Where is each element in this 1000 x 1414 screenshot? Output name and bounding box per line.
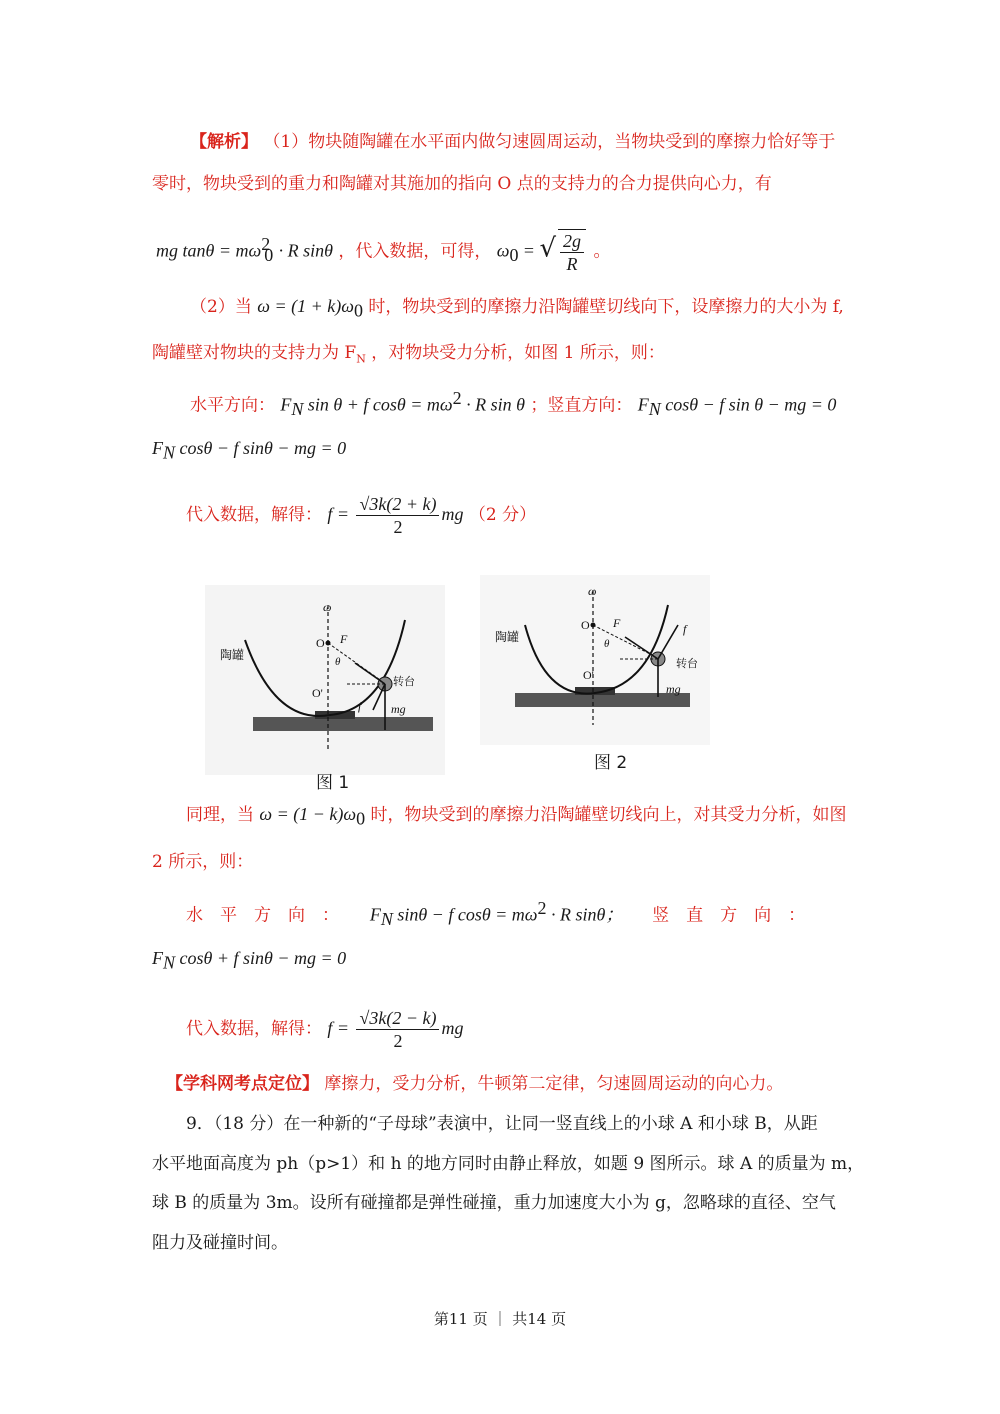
- vertical-equation-2: $F_N$ cosθ + f sinθ − mg = 0: [152, 948, 347, 973]
- figure-1-diagram: [205, 585, 445, 775]
- analysis-p2-line2: 陶罐壁对物块的支持力为 $F_N$ ，对物块受力分析，如图 1 所示，则：: [152, 343, 665, 366]
- svg-text:mg: mg: [666, 682, 681, 696]
- point-O: O: [316, 636, 325, 650]
- sqrt-fraction: $\frac{2g}{R}$: [558, 229, 586, 275]
- figure-2-caption: 图 2: [594, 753, 628, 773]
- key-points: 【学科网考点定位】 摩擦力，受力分析，牛顿第二定律，匀速圆周运动的向心力。: [166, 1074, 784, 1094]
- same-line-1: 同理，当 $\omega = (1 - k)\omega_0$ 时，物块受到的摩擦力沿陶罐壁切线向上，对其受力分析，如图: [186, 804, 847, 829]
- f-label: f: [358, 699, 362, 713]
- q9-line-1: 9．（18 分）在一种新的“子母球”表演中，让同一竖直线上的小球 A 和小球 B，从距: [186, 1114, 818, 1134]
- jar-label: 陶罐: [220, 648, 245, 662]
- svg-text:陶罐: 陶罐: [495, 630, 520, 644]
- figure-2-diagram: [480, 575, 710, 745]
- svg-text:f: f: [683, 622, 687, 636]
- svg-text:转台: 转台: [676, 657, 698, 670]
- svg-text:F: F: [613, 616, 621, 630]
- analysis-line-1: [190, 130, 835, 154]
- svg-text:O': O': [583, 668, 594, 682]
- q9-line-4: 阻力及碰撞时间。: [152, 1233, 288, 1253]
- fn-label: F: [340, 632, 348, 646]
- point-O-prime: O': [312, 686, 323, 700]
- page-footer: 第11 页 ｜ 共14 页: [433, 1310, 567, 1328]
- figure-1-caption: 图 1: [316, 773, 350, 793]
- equation-1: mg $\tan\theta = m\omega^2_0 \cdot R$ sinθ ，代入数据，可得， $\omega_0$ = √ $\frac{2g}{R}$ 。: [156, 231, 611, 275]
- analysis-tag: 【解析】: [190, 132, 258, 152]
- theta-label: θ: [335, 656, 341, 668]
- solution-1: 代入数据，解得： f = $\frac{√3k(2 + k)}{2}$ mg （2 分）: [186, 494, 537, 537]
- solution-2: 代入数据，解得： f = $\frac{√3k(2 - k)}{2}$ mg: [186, 1008, 464, 1051]
- q9-line-2: 水平地面高度为 ph（p>1）和 h 的地方同时由静止释放，如题 9 图所示。球 A 的质量为 m，: [152, 1154, 865, 1174]
- analysis-p2-line1: （2）当 $\omega = (1 + k)\omega_0$ 时，物块受到的摩擦力沿陶罐壁切线向下，设摩擦力的大小为 f,: [190, 296, 844, 321]
- horizontal-vertical-equations: 水平方向： $F_N$ sin θ + f $\cos\theta = m\omega^2 \cdot R$ sin θ ；竖直方向： $F_N$ cosθ − f sin θ − mg = 0: [190, 388, 837, 420]
- omega-label: ω: [323, 600, 332, 614]
- svg-text:θ: θ: [604, 638, 610, 650]
- mg-label: mg: [391, 702, 406, 716]
- vertical-equation-line: $F_N$ cosθ − f sinθ − mg = 0: [152, 438, 347, 463]
- q9-line-3: 球 B 的质量为 3m。设所有碰撞都是弹性碰撞，重力加速度大小为 g，忽略球的直径、空气: [152, 1193, 836, 1213]
- platform-label: 转台: [393, 675, 415, 688]
- same-line-2: 2 所示，则：: [152, 852, 254, 872]
- svg-text:ω: ω: [588, 584, 597, 598]
- svg-text:O: O: [581, 618, 590, 632]
- analysis-p1-line1: （1）物块随陶罐在水平面内做匀速圆周运动，当物块受到的摩擦力恰好等于: [263, 132, 836, 152]
- horizontal-equation-2: 水 平 方 向 ： $F_N$ sinθ − f $\cos\theta = m\omega^2 \cdot R$ sinθ； 竖 直 方 向 ：: [186, 898, 806, 930]
- analysis-line-2: 零时，物块受到的重力和陶罐对其施加的指向 O 点的支持力的合力提供向心力，有: [152, 174, 772, 194]
